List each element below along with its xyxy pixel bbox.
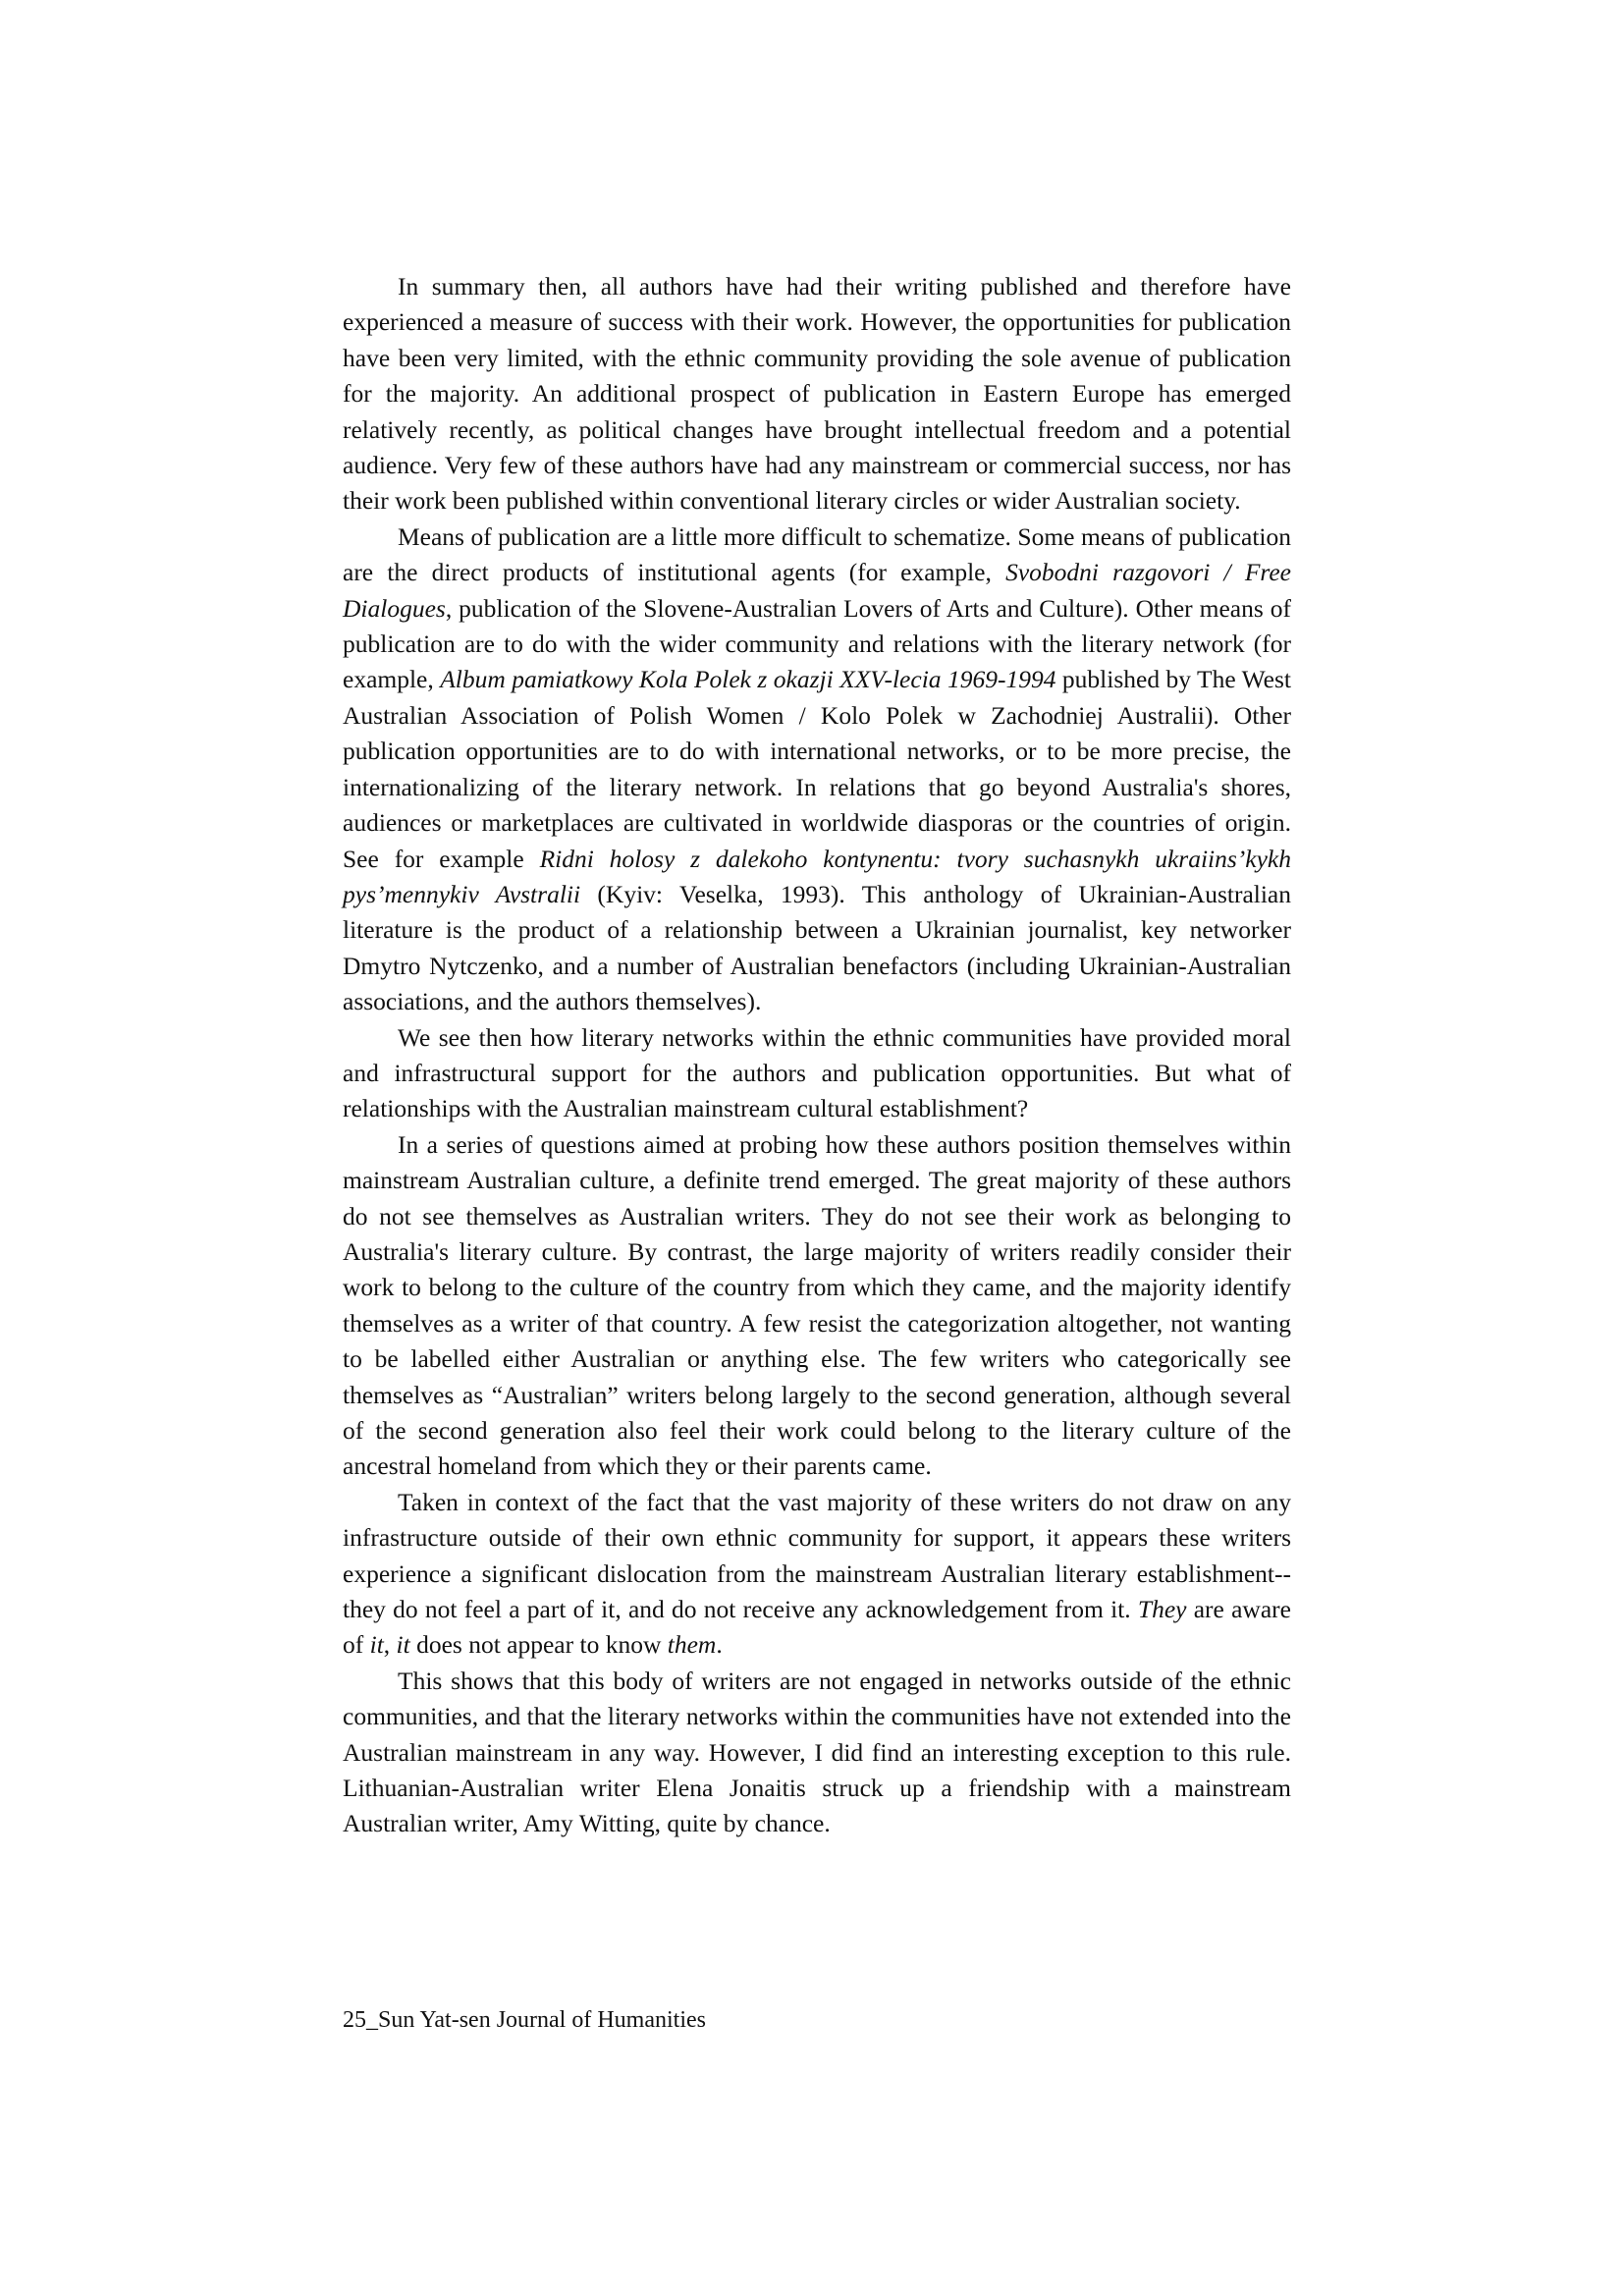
paragraph [343, 1020, 1291, 1127]
italic-text-run: them [667, 1630, 717, 1660]
text-run: are aware of [343, 1595, 1291, 1660]
text-run: Means of publication are a little more difficult to schematize. Some means of publication are the direct products of institutional agents (for example, [343, 521, 1291, 587]
text-run: , publication of the Slovene-Australian Lovers of Arts and Culture). Other means of publication are to do with the wider community and relations with the literary network (for example, [343, 593, 1291, 694]
page-footer: 25_Sun Yat-sen Journal of Humanities [343, 2007, 706, 2033]
text-run: , [383, 1630, 397, 1660]
italic-text-run: it [369, 1630, 384, 1660]
italic-text-run: Ridni holosy z dalekoho kontynentu: tvory suchasnykh ukraiins’kykh pys’mennykiv Avstralii [343, 844, 1291, 908]
italic-text-run: Album pamiatkowy Kola Polek z okazji XXV-lecia 1969-1994 [440, 665, 1056, 694]
text-run: We see then how literary networks within the ethnic communities have provided moral and infrastructural support for the authors and publication opportunities. But what of relationships with the Australian mainstream cultural establishment? [343, 1022, 1291, 1123]
italic-text-run: They [1137, 1595, 1187, 1624]
article-body [343, 269, 1291, 1842]
text-run: This shows that this body of writers are not engaged in networks outside of the ethnic communities, and that the literary networks within the communities have not extended into the Australian mainstream in any way. However, I did find an interesting exception to this rule. Lithuanian-Australian writer Elena Jonaitis struck up a friendship with a mainstream Australian writer, Amy Witting, quite by chance. [343, 1666, 1291, 1838]
italic-text-run: it [396, 1630, 410, 1660]
paragraph [343, 1485, 1291, 1664]
italic-text-run: Svobodni razgovori / Free Dialogues [343, 558, 1292, 623]
paragraph [343, 1127, 1291, 1485]
text-run: (Kyiv: Veselka, 1993). This anthology of Ukrainian-Australian literature is the product of a relationship between a Ukrainian journalist, key networker Dmytro Nytczenko, and a number of Australian benefactors (including Ukrainian-Australian associations, and the authors themselves). [343, 879, 1292, 1016]
paragraph [343, 269, 1291, 519]
paragraph [343, 1664, 1291, 1842]
text-run: In summary then, all authors have had their writing published and therefore have experienced a measure of success with their work. However, the opportunities for publication have been very limited, with the ethnic community providing the sole avenue of publication for the majority. An additional prospect of publication in Eastern Europe has emerged relatively recently, as political changes have brought intellectual freedom and a potential audience. Very few of these authors have had any mainstream or commercial success, nor has their work been published within conventional literary circles or wider Australian society. [343, 272, 1291, 516]
text-run: . [716, 1630, 723, 1660]
text-run: does not appear to know [409, 1630, 668, 1660]
text-run: published by The West Australian Association of Polish Women / Kolo Polek w Zachodniej Australii). Other publication opportunities are to do with international networks, or to be more precise, the internationalizing of the literary network. In relations that go beyond Australia's shores, audiences or marketplaces are cultivated in worldwide diasporas or the countries of origin. See for example [343, 665, 1291, 873]
paragraph [343, 519, 1291, 1020]
text-run: In a series of questions aimed at probing how these authors position themselves within mainstream Australian culture, a definite trend emerged. The great majority of these authors do not see themselves as Australian writers. They do not see their work as belonging to Australia's literary culture. By contrast, the large majority of writers readily consider their work to belong to the culture of the country from which they came, and the majority identify themselves as a writer of that country. A few resist the categorization altogether, not wanting to be labelled either Australian or anything else. The few writers who categorically see themselves as “Australian” writers belong largely to the second generation, although several of the second generation also feel their work could belong to the literary culture of the ancestral homeland from which they or their parents came. [343, 1129, 1291, 1481]
text-run: Taken in context of the fact that the vast majority of these writers do not draw on any infrastructure outside of their own ethnic community for support, it appears these writers experience a significant dislocation from the mainstream Australian literary establishment--they do not feel a part of it, and do not receive any acknowledgement from it. [343, 1487, 1291, 1624]
